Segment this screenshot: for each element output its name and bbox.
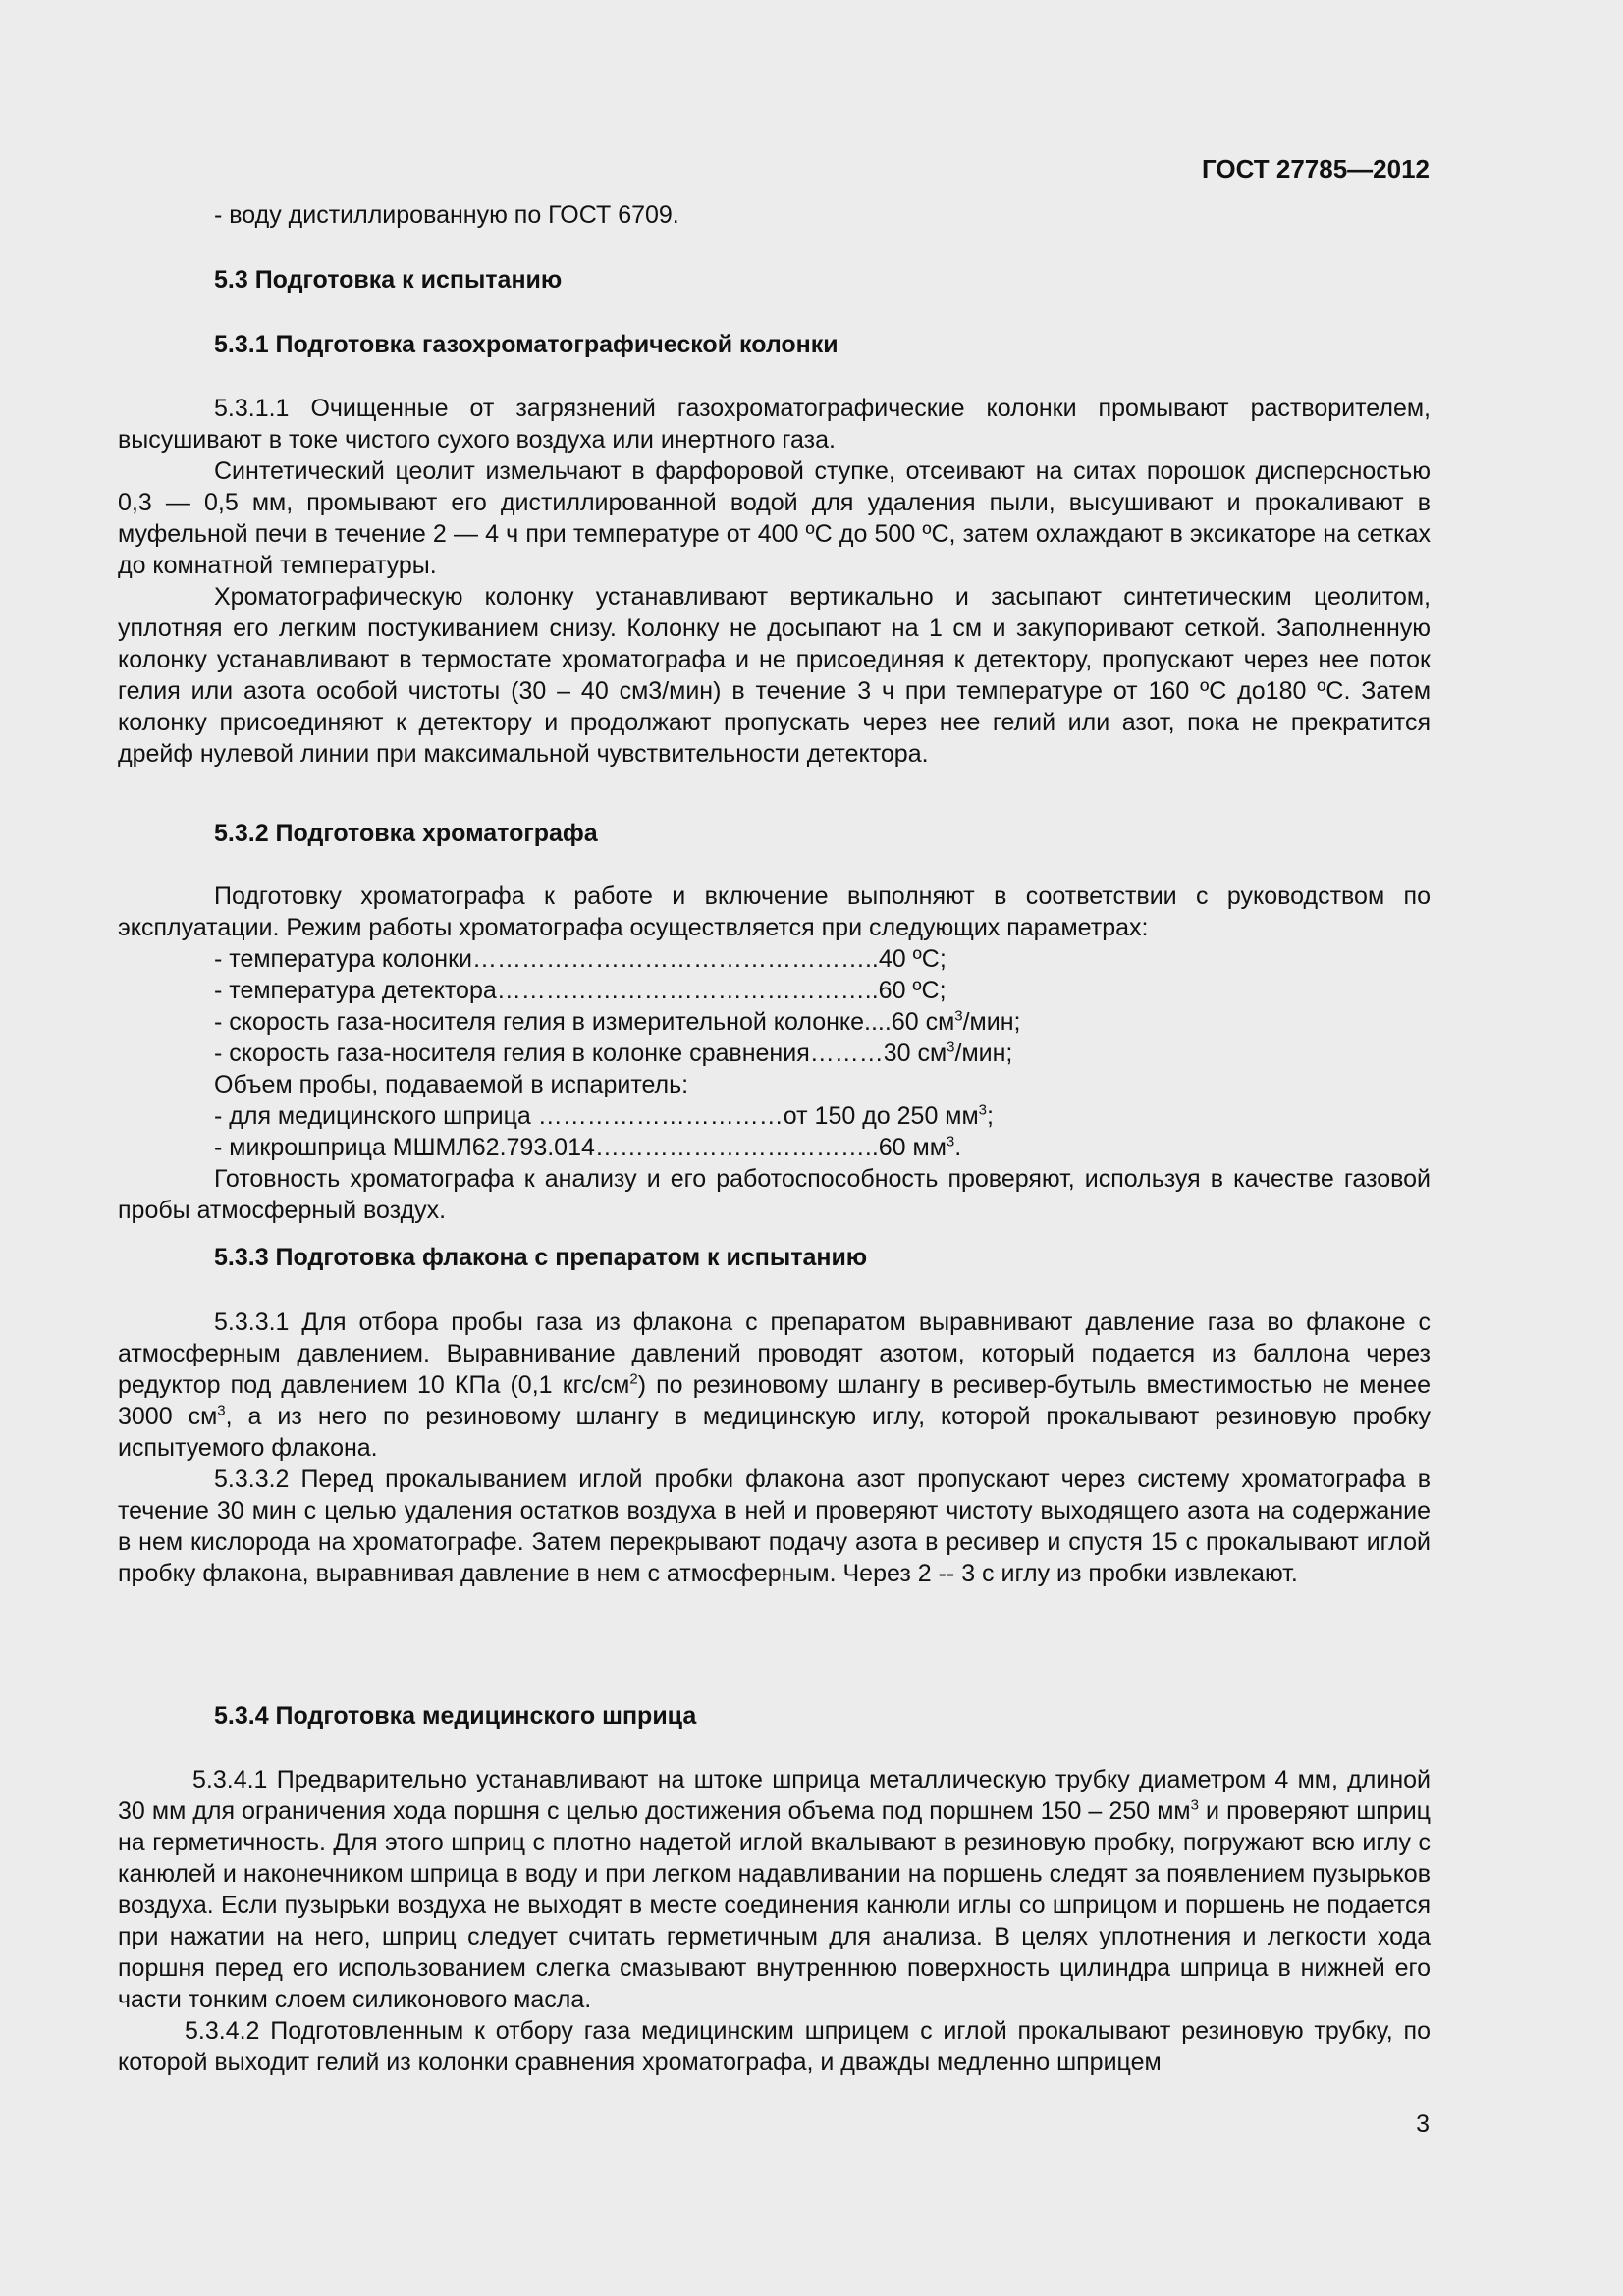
section-heading: 5.3.2 Подготовка хроматографа	[214, 820, 598, 847]
paragraph: Синтетический цеолит измельчают в фарфоровой ступке, отсеивают на ситах порошок дисперсностью 0,3 — 0,5 мм, промывают его дистиллированной водой для удаления пыли, высушивают и прокаливают в муфельной печи в течение 2 — 4 ч при температуре от 400 ºС до 500 ºС, затем охлаждают в эксикаторе на сетках до комнатной температуры.	[118, 457, 1431, 579]
section-heading: 5.3.3 Подготовка флакона с препаратом к испытанию	[214, 1244, 868, 1271]
document-code: ГОСТ 27785—2012	[1202, 154, 1430, 184]
parameter-line: - температура колонки…………………………………………..40 ºС;	[214, 945, 947, 973]
text-block-5-3-1	[118, 393, 1431, 770]
text-block-5-3-4	[118, 1764, 1431, 2078]
section-heading: 5.3.1 Подготовка газохроматографической колонки	[214, 331, 839, 358]
section-heading: 5.3 Подготовка к испытанию	[214, 266, 563, 294]
volume-label: Объем пробы, подаваемой в испаритель:	[214, 1071, 689, 1098]
paragraph: 5.3.3.1 Для отбора пробы газа из флакона с препаратом выравнивают давление газа во флаконе с атмосферным давлением. Выравнивание давлений проводят азотом, который подается из баллона через редуктор под давлением 10 КПа (0,1 кгс/$см^2$) по резиновому шлангу в ресивер-бутыль вместимостью не менее 3000 $см^3$, а из него по резиновому шлангу в медицинскую иглу, которой прокалывают резиновую пробку испытуемого флакона.	[118, 1308, 1431, 1462]
text-block-5-3-3	[118, 1307, 1431, 1589]
parameter-line: - микрошприца МШМЛ62.793.014……………………………..60 $мм^3$.	[214, 1133, 962, 1161]
parameter-line: - для медицинского шприца …………………………от 150 до 250 $мм^3$;	[214, 1101, 994, 1130]
paragraph: 5.3.1.1 Очищенные от загрязнений газохроматографические колонки промывают растворителем, высушивают в токе чистого сухого воздуха или инертного газа.	[118, 395, 1431, 454]
paragraph: Хроматографическую колонку устанавливают вертикально и засыпают синтетическим цеолитом, уплотняя его легким постукиванием снизу. Колонку не досыпают на 1 см и закупоривают сеткой. Заполненную колонку устанавливают в термостате хроматографа и не присоединяя к детектору, пропускают через нее поток гелия или азота особой чистоты (30 – 40 см3/мин) в течение 3 ч при температуре от 160 ºС до180 ºС. Затем колонку присоединяют к детектору и продолжают пропускать через нее гелий или азот, пока не прекратится дрейф нулевой линии при максимальной чувствительности детектора.	[118, 583, 1431, 768]
paragraph: 5.3.4.2 Подготовленным к отбору газа медицинским шприцем с иглой прокалывают резиновую трубку, по которой выходит гелий из колонки сравнения хроматографа, и дважды медленно шприцем	[118, 2017, 1431, 2076]
parameter-line: - скорость газа-носителя гелия в измерительной колонке....60 $см^3$/мин;	[214, 1007, 1021, 1036]
list-item: - воду дистиллированную по ГОСТ 6709.	[214, 201, 679, 229]
paragraph: 5.3.3.2 Перед прокалыванием иглой пробки флакона азот пропускают через систему хроматографа в течение 30 мин с целью удаления остатков воздуха в ней и проверяют чистоту выходящего азота на содержание в нем кислорода на хроматографе. Затем перекрывают подачу азота в ресивер и спустя 15 с прокалывают иглой пробку флакона, выравнивая давление в нем с атмосферным. Через 2 -- 3 с иглу из пробки извлекают.	[118, 1466, 1431, 1587]
paragraph: Готовность хроматографа к анализу и его работоспособность проверяют, используя в качестве газовой пробы атмосферный воздух.	[118, 1165, 1431, 1224]
paragraph: 5.3.4.1 Предварительно устанавливают на штоке шприца металлическую трубку диаметром 4 мм, длиной 30 мм для ограничения хода поршня с целью достижения объема под поршнем 150 – 250 $мм^3$ и проверяют шприц на герметичность. Для этого шприц с плотно надетой иглой вкалывают в резиновую пробку, погружают всю иглу с канюлей и наконечником шприца в воду и при легком надавливании на поршень следят за появлением пузырьков воздуха. Если пузырьки воздуха не выходят в месте соединения канюли иглы со шприцом и поршень не подается при нажатии на него, шприц следует считать герметичным для анализа. В целях уплотнения и легкости хода поршня перед его использованием слегка смазывают внутреннюю поверхность цилиндра шприца в нижней его части тонким слоем силиконового масла.	[118, 1766, 1431, 2013]
parameter-line: - температура детектора………………………………………..60 ºС;	[214, 977, 947, 1004]
text-block-5-3-2	[118, 881, 1431, 1226]
section-heading: 5.3.4 Подготовка медицинского шприца	[214, 1702, 697, 1730]
page-number: 3	[1416, 2110, 1430, 2138]
parameter-line: - скорость газа-носителя гелия в колонке сравнения………30 $см^3$/мин;	[214, 1039, 1013, 1067]
paragraph: Подготовку хроматографа к работе и включение выполняют в соответствии с руководством по эксплуатации. Режим работы хроматографа осуществляется при следующих параметрах:	[118, 882, 1431, 941]
